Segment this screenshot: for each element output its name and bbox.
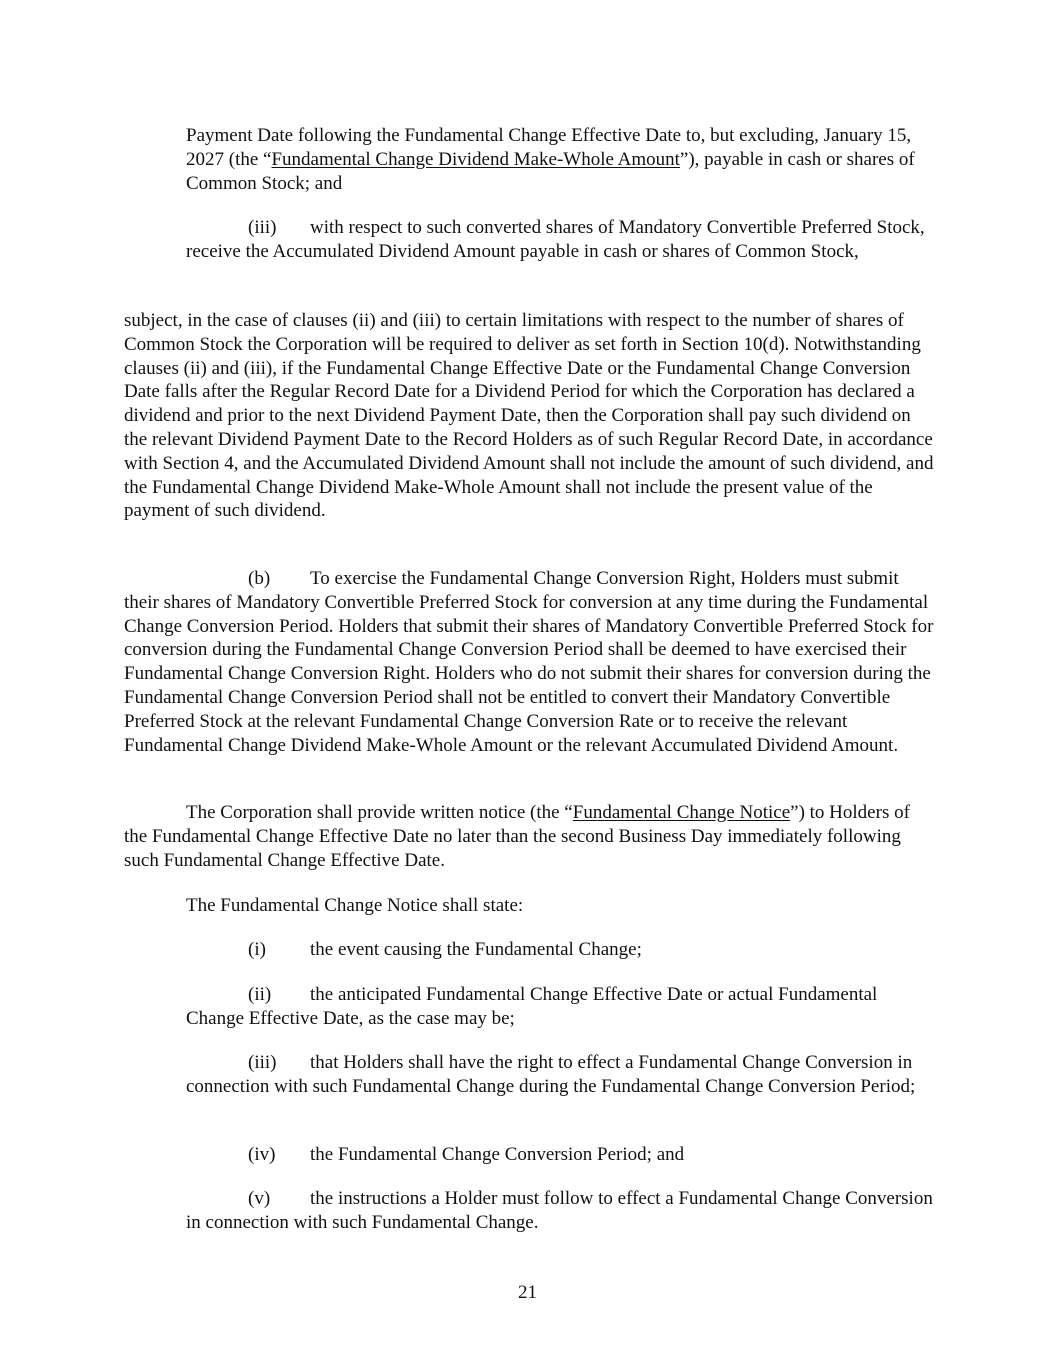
defined-term: Fundamental Change Dividend Make-Whole Amount (271, 148, 680, 170)
list-item-number: (v) (248, 1188, 271, 1209)
list-item-number: (iii) (248, 1052, 277, 1073)
clause-number: (b) (248, 568, 271, 589)
list-item-text: that Holders shall have the right to effect a Fundamental Change Conversion in connection with such Fundamental Change during the Fundamental Change Conversion Period; (186, 1052, 916, 1097)
paragraph-subject-limitations (124, 309, 934, 523)
paragraph-b-exercise (124, 567, 934, 757)
paragraph-text: To exercise the Fundamental Change Conversion Right, Holders must submit their shares of Mandatory Convertible Preferred Stock for conversion at any time during the Fundamental Change Conversion Period. Holders that submit their shares of Mandatory Convertible Preferred Stock for conversion during the Fundamental Change Conversion Period shall be deemed to have exercised their Fundamental Change Conversion Right. Holders who do not submit their shares for conversion during the Fundamental Change Conversion Period shall not be entitled to convert their Mandatory Convertible Preferred Stock at the relevant Fundamental Change Conversion Rate or to receive the relevant Fundamental Change Dividend Make-Whole Amount or the relevant Accumulated Dividend Amount. (124, 568, 934, 756)
list-item-text: the instructions a Holder must follow to effect a Fundamental Change Conversion in connection with such Fundamental Change. (186, 1188, 933, 1233)
paragraph-text: ”), payable in cash or shares of Common Stock; and (186, 148, 915, 194)
paragraph-text: subject, in the case of clauses (ii) and (iii) to certain limitations with respect to the number of shares of Common Stock the Corporation will be required to deliver as set forth in Section 10(d). Notwithstanding clauses (ii) and (iii), if the Fundamental Change Effective Date or the Fundamental Change Conversion Date falls after the Regular Record Date for a Dividend Period for which the Corporation has declared a dividend and prior to the next Dividend Payment Date, then the Corporation shall pay such dividend on the relevant Dividend Payment Date to the Record Holders as of such Regular Record Date, in accordance with Section 4, and the Accumulated Dividend Amount shall not include the amount of such dividend, and the Fundamental Change Dividend Make-Whole Amount shall not include the present value of the payment of such dividend. (124, 310, 934, 522)
paragraph-text: The Fundamental Change Notice shall state: (186, 895, 524, 916)
paragraph-written-notice (124, 801, 934, 872)
paragraph-dividend-make-whole (186, 124, 934, 195)
list-item-number: (ii) (248, 984, 272, 1005)
list-item-v (186, 1187, 934, 1235)
page-number: 21 (518, 1282, 537, 1303)
paragraph-text: ”) to Holders of the Fundamental Change Effective Date no later than the second Business Day immediately following such Fundamental Change Effective Date. (124, 802, 910, 871)
paragraph-text: Payment Date following the Fundamental Change Effective Date to, but excluding, January 15, 2027 (the “ (186, 125, 912, 170)
list-item-number: (iv) (248, 1144, 276, 1165)
defined-term: Fundamental Change Notice (572, 802, 791, 823)
list-item-ii (186, 983, 934, 1031)
list-item-number: (i) (248, 939, 266, 960)
list-item-text: the event causing the Fundamental Change; (310, 939, 642, 960)
clause-iii-accumulated-dividend (186, 216, 934, 264)
paragraph-notice-shall-state (186, 894, 934, 918)
clause-text: with respect to such converted shares of Mandatory Convertible Preferred Stock, receive the Accumulated Dividend Amount payable in cash or shares of Common Stock, (186, 217, 925, 262)
list-item-iii (186, 1051, 934, 1099)
list-item-i (186, 938, 934, 962)
list-item-text: the Fundamental Change Conversion Period; and (310, 1144, 685, 1165)
list-item-text: the anticipated Fundamental Change Effective Date or actual Fundamental Change Effective Date, as the case may be; (186, 984, 878, 1029)
paragraph-text: The Corporation shall provide written notice (the “ (186, 802, 573, 823)
clause-number: (iii) (248, 217, 277, 238)
list-item-iv (186, 1143, 934, 1167)
